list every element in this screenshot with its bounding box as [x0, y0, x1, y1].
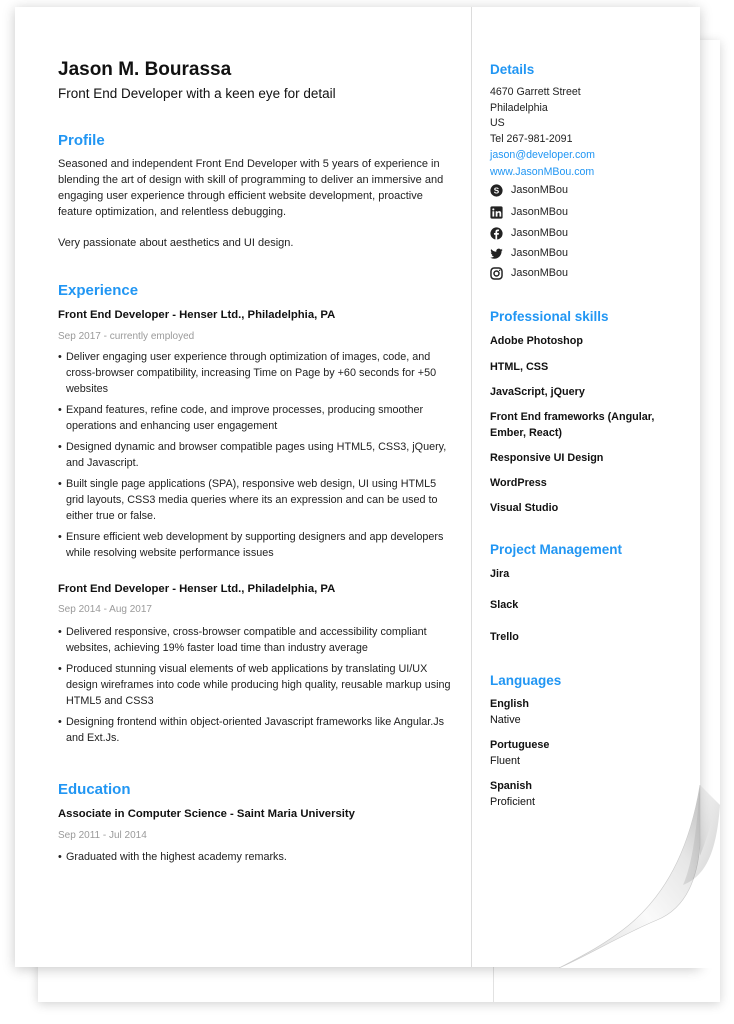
social-instagram[interactable]: [490, 265, 568, 281]
languages-heading: Languages: [490, 673, 562, 688]
tool-item: Slack: [490, 599, 519, 611]
bullet-item: • Produced stunning visual elements of web applications by translating UI/UX design wireframes into code while producing high quality, reusable markup using HTML5 and CSS3: [58, 661, 453, 709]
skill-item: WordPress: [490, 477, 547, 489]
phone-number: Tel 267-981-2091: [490, 133, 573, 145]
candidate-name: Jason M. Bourassa: [58, 59, 232, 80]
svg-text:S: S: [493, 185, 500, 195]
education-heading: Education: [58, 781, 131, 798]
skill-item: JavaScript, jQuery: [490, 386, 585, 398]
tool-item: Jira: [490, 568, 510, 580]
language-level: Native: [490, 714, 521, 726]
social-handle: JasonMBou: [511, 206, 569, 218]
bullet-item: • Expand features, refine code, and improve processes, producing smoother operations and enhancing user engagement: [58, 402, 453, 434]
bullet-item: • Built single page applications (SPA), responsive web design, UI using HTML5 grid layouts, CSS3 media queries where its an expression and can be used to either true or false.: [58, 476, 453, 524]
social-linkedin[interactable]: [490, 204, 568, 220]
language-name: English: [490, 698, 529, 710]
bullet-item: • Ensure efficient web development by supporting designers and app developers while resolving website performance issues: [58, 529, 453, 561]
profile-paragraph-2: Very passionate about aesthetics and UI design.: [58, 237, 294, 249]
social-twitter[interactable]: [490, 245, 568, 261]
bullet-item: • Graduated with the highest academy remarks.: [58, 849, 453, 865]
job-date: Sep 2014 - Aug 2017: [58, 604, 152, 615]
bullet-item: • Deliver engaging user experience through optimization of images, code, and cross-browser compatibility, increasing Time on Page by +60 seconds for +50 websites: [58, 349, 453, 397]
language-item: [490, 696, 529, 728]
skill-item: Front End frameworks (Angular, Ember, React): [490, 411, 655, 439]
language-item: [490, 778, 535, 810]
skill-item: Adobe Photoshop: [490, 335, 583, 347]
candidate-tagline: Front End Developer with a keen eye for detail: [58, 86, 336, 101]
social-handle: JasonMBou: [511, 247, 569, 259]
twitter-icon: [490, 247, 503, 260]
address-city: Philadelphia: [490, 102, 548, 114]
language-name: Portuguese: [490, 739, 550, 751]
skill-item: Visual Studio: [490, 502, 559, 514]
skill-item: Responsive UI Design: [490, 452, 604, 464]
bullet-item: • Delivered responsive, cross-browser compatible and accessibility compliant websites, achieving 19% faster load time than industry average: [58, 624, 453, 656]
social-handle: JasonMBou: [511, 227, 569, 239]
profile-paragraph: Seasoned and independent Front End Developer with 5 years of experience in blending the art of design with skill of programming to deliver an immersive and engaging user experience through efficient website development, proactive feature optimization, and relentless debugging.: [58, 158, 444, 218]
social-handle: JasonMBou: [511, 267, 569, 279]
facebook-icon: [490, 227, 503, 240]
education-bullets: [58, 849, 453, 870]
job-bullets: [58, 349, 453, 566]
project-management-heading: Project Management: [490, 542, 623, 557]
job-title: Front End Developer - Henser Ltd., Philadelphia, PA: [58, 309, 336, 321]
website-link[interactable]: www.JasonMBou.com: [490, 166, 595, 178]
email-link[interactable]: jason@developer.com: [490, 149, 595, 161]
skills-heading: Professional skills: [490, 309, 609, 324]
instagram-icon: [490, 267, 503, 280]
education-date: Sep 2011 - Jul 2014: [58, 830, 147, 841]
skype-icon: [490, 184, 503, 197]
experience-heading: Experience: [58, 282, 139, 299]
job-date: Sep 2017 - currently employed: [58, 331, 195, 342]
degree-title: Associate in Computer Science - Saint Maria University: [58, 808, 355, 820]
job-title: Front End Developer - Henser Ltd., Philadelphia, PA: [58, 583, 336, 595]
job-bullets: [58, 624, 453, 751]
language-item: [490, 737, 549, 769]
social-facebook[interactable]: [490, 225, 568, 241]
language-name: Spanish: [490, 780, 532, 792]
tool-item: Trello: [490, 631, 519, 643]
bullet-item: • Designing frontend within object-oriented Javascript frameworks like Angular.Js and Ext.Js.: [58, 714, 453, 746]
skill-item: HTML, CSS: [490, 361, 549, 373]
language-level: Proficient: [490, 796, 536, 808]
language-level: Fluent: [490, 755, 521, 767]
column-divider: [471, 7, 472, 967]
profile-heading: Profile: [58, 132, 105, 149]
bullet-item: • Designed dynamic and browser compatible pages using HTML5, CSS3, jQuery, and Javascript.: [58, 439, 453, 471]
address-street: 4670 Garrett Street: [490, 86, 581, 98]
details-heading: Details: [490, 62, 535, 77]
address-country: US: [490, 117, 505, 129]
linkedin-icon: [490, 206, 503, 219]
social-skype[interactable]: [490, 182, 568, 198]
page-curl-graphic: [559, 785, 720, 968]
social-handle: JasonMBou: [511, 184, 569, 196]
